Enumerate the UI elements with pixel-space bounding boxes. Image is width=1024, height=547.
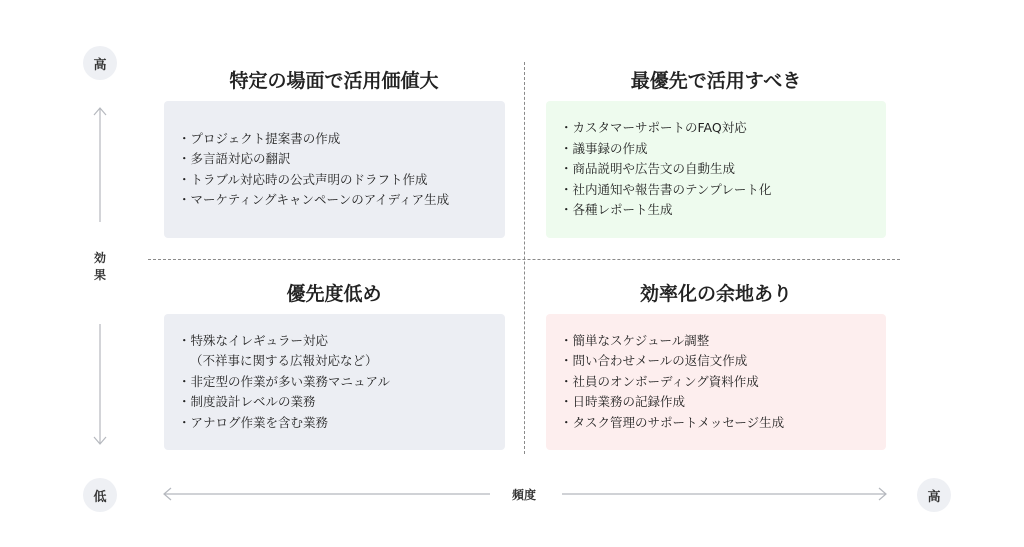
x-axis-label: 頻度 bbox=[511, 488, 536, 502]
quadrant-box-top-right bbox=[546, 101, 886, 238]
list-item: ・議事録の作成 bbox=[560, 140, 648, 156]
list-item: ・プロジェクト提案書の作成 bbox=[178, 130, 341, 146]
list-item: ・多言語対応の翻訳 bbox=[178, 151, 291, 166]
horizontal-divider bbox=[148, 259, 900, 260]
y-axis-down-arrow bbox=[92, 322, 108, 446]
list-item: ・簡単なスケジュール調整 bbox=[560, 332, 710, 348]
list-item: ・アナログ作業を含む業務 bbox=[178, 414, 329, 430]
quadrant-title-bottom-left: 優先度低め bbox=[286, 283, 382, 305]
list-item: ・各種レポート生成 bbox=[560, 202, 673, 218]
quadrant-title-bottom-right: 効率化の余地あり bbox=[639, 283, 792, 305]
list-item-continuation: （不祥事に関する広報対応など） bbox=[190, 353, 378, 369]
quadrant-box-bottom-left bbox=[164, 314, 505, 450]
y-axis-high-marker: 高 bbox=[83, 46, 117, 80]
x-axis-high-marker: 高 bbox=[917, 478, 951, 512]
list-item: ・問い合わせメールの返信文作成 bbox=[560, 353, 748, 369]
x-axis-left-arrow bbox=[162, 486, 492, 502]
axis-low-marker: 低 bbox=[83, 478, 117, 512]
x-axis-right-arrow bbox=[560, 486, 890, 502]
list-item: ・マーケティングキャンペーンのアイディア生成 bbox=[178, 192, 450, 207]
y-axis-label: 効果 bbox=[93, 251, 106, 282]
quadrant-box-top-left bbox=[164, 101, 505, 238]
list-item: ・制度設計レベルの業務 bbox=[178, 394, 316, 410]
list-item: ・日時業務の記録作成 bbox=[560, 394, 686, 410]
list-item: ・商品説明や広告文の自動生成 bbox=[560, 161, 736, 177]
y-axis-up-arrow bbox=[92, 106, 108, 224]
list-item: ・特殊なイレギュラー対応 bbox=[178, 332, 329, 348]
list-item: ・社員のオンボーディング資料作成 bbox=[560, 373, 759, 389]
vertical-divider bbox=[524, 62, 525, 454]
list-item: ・非定型の作業が多い業務マニュアル bbox=[178, 373, 391, 389]
list-item: ・タスク管理のサポートメッセージ生成 bbox=[560, 414, 785, 430]
list-item: ・カスタマーサポートのFAQ対応 bbox=[560, 120, 747, 136]
quadrant-box-bottom-right bbox=[546, 314, 886, 450]
quadrant-title-top-right: 最優先で活用すべき bbox=[630, 70, 802, 92]
list-item: ・トラブル対応時の公式声明のドラフト作成 bbox=[178, 171, 428, 187]
quadrant-title-top-left: 特定の場面で活用価値大 bbox=[229, 70, 439, 92]
list-item: ・社内通知や報告書のテンプレート化 bbox=[560, 181, 772, 197]
